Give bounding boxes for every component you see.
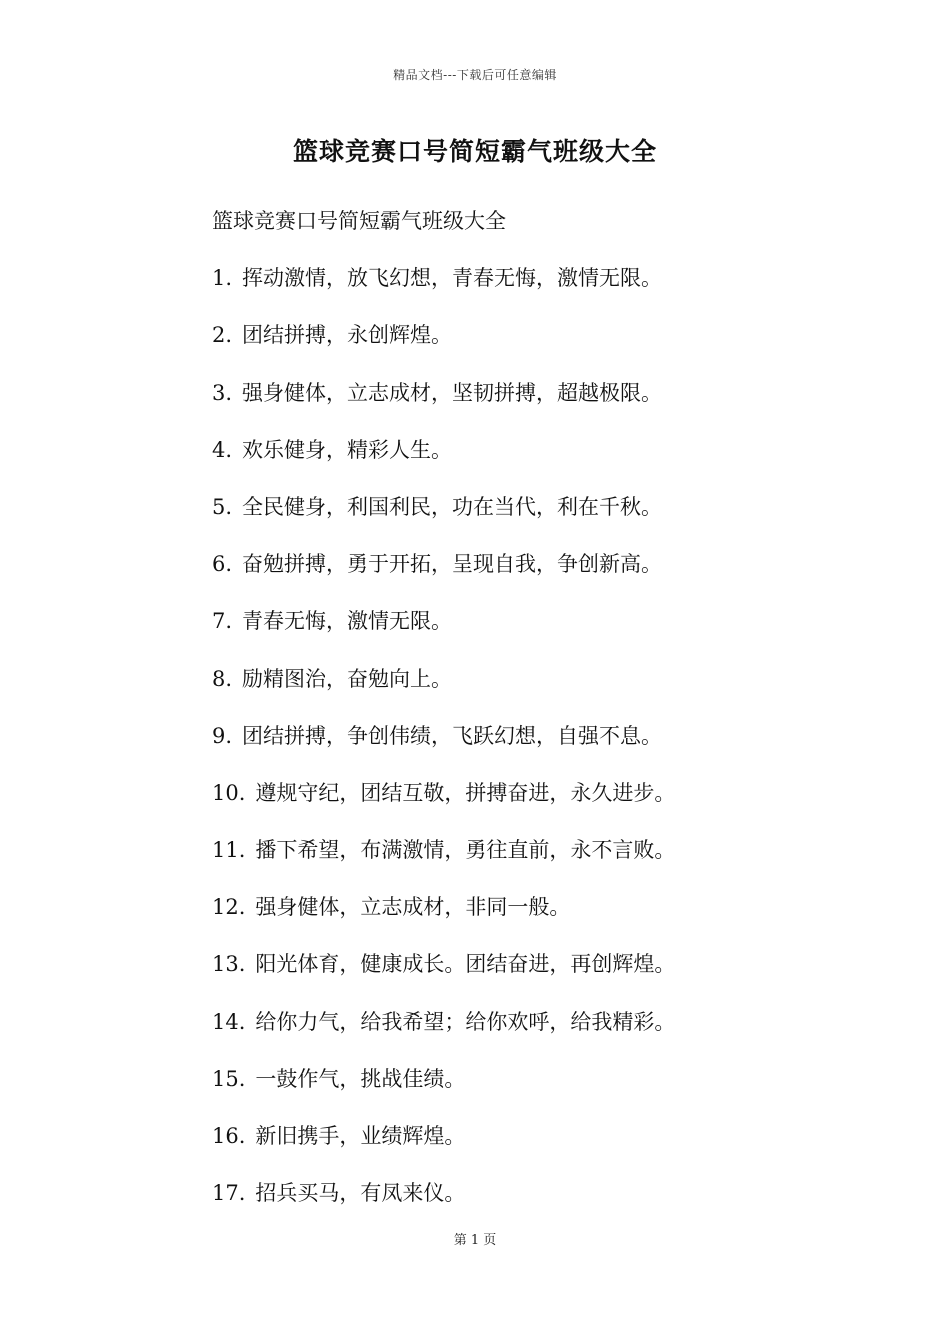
list-item [212, 775, 752, 832]
list-item-number: 8. [212, 666, 233, 691]
list-item-text: 励精图治，奋勉向上。 [242, 666, 453, 691]
list-item [212, 889, 752, 946]
list-item-number: 7. [212, 609, 233, 634]
list-item-text: 强身健体，立志成材，坚韧拼搏，超越极限。 [242, 380, 663, 405]
list-item [212, 546, 752, 603]
list-item [212, 432, 752, 489]
list-item [212, 946, 752, 1003]
list-item [212, 375, 752, 432]
list-item [212, 1175, 752, 1232]
list-item-number: 11. [212, 838, 246, 863]
list-item-number: 12. [212, 895, 246, 920]
list-item-number: 13. [212, 952, 246, 977]
list-item-text: 团结拼搏，永创辉煌。 [242, 323, 453, 348]
list-item-number: 1. [212, 266, 233, 291]
list-item [212, 260, 752, 317]
list-item-text: 欢乐健身，精彩人生。 [242, 437, 453, 462]
list-item-number: 3. [212, 380, 233, 405]
list-item-text: 阳光体育，健康成长。团结奋进，再创辉煌。 [255, 952, 676, 977]
list-item-text: 挥动激情，放飞幻想，青春无悔，激情无限。 [242, 266, 663, 291]
page-header: 精品文档---下载后可任意编辑 [393, 68, 557, 82]
list-item-number: 4. [212, 437, 233, 462]
list-item [212, 489, 752, 546]
list-item-text: 给你力气，给我希望；给你欢呼，给我精彩。 [255, 1009, 676, 1034]
list-item-text: 遵规守纪，团结互敬，拼搏奋进，永久进步。 [255, 780, 676, 805]
list-item-number: 9. [212, 723, 233, 748]
document-title: 篮球竞赛口号简短霸气班级大全 [292, 137, 657, 166]
list-item [212, 317, 752, 374]
list-item [212, 832, 752, 889]
list-item-number: 10. [212, 780, 246, 805]
list-item-number: 6. [212, 552, 233, 577]
list-item-number: 15. [212, 1066, 246, 1091]
list-item-number: 14. [212, 1009, 246, 1034]
list-item-text: 青春无悔，激情无限。 [242, 609, 453, 634]
list-item-text: 团结拼搏，争创伟绩，飞跃幻想，自强不息。 [242, 723, 663, 748]
list-item [212, 1004, 752, 1061]
list-item-text: 招兵买马，有凤来仪。 [255, 1181, 466, 1206]
slogan-list [212, 260, 752, 1232]
list-item-number: 16. [212, 1124, 246, 1148]
list-item-text: 全民健身，利国利民，功在当代，利在千秋。 [242, 494, 663, 519]
subtitle-paragraph: 篮球竞赛口号简短霸气班级大全 [212, 209, 506, 233]
list-item-number: 17. [212, 1181, 246, 1206]
list-item-text: 一鼓作气，挑战佳绩。 [255, 1066, 466, 1091]
list-item [212, 718, 752, 775]
list-item-text: 强身健体，立志成材，非同一般。 [255, 895, 571, 920]
list-item-text: 播下希望，布满激情，勇往直前，永不言败。 [255, 838, 676, 863]
page-number: 第 1 页 [453, 1233, 497, 1248]
list-item-text: 新旧携手，业绩辉煌。 [255, 1124, 466, 1148]
list-item-number: 2. [212, 323, 233, 348]
list-item [212, 1118, 752, 1175]
list-item [212, 603, 752, 660]
list-item [212, 1061, 752, 1118]
list-item-text: 奋勉拼搏，勇于开拓，呈现自我，争创新高。 [242, 552, 663, 577]
document-body [212, 203, 752, 1232]
list-item-number: 5. [212, 494, 233, 519]
list-item [212, 661, 752, 718]
